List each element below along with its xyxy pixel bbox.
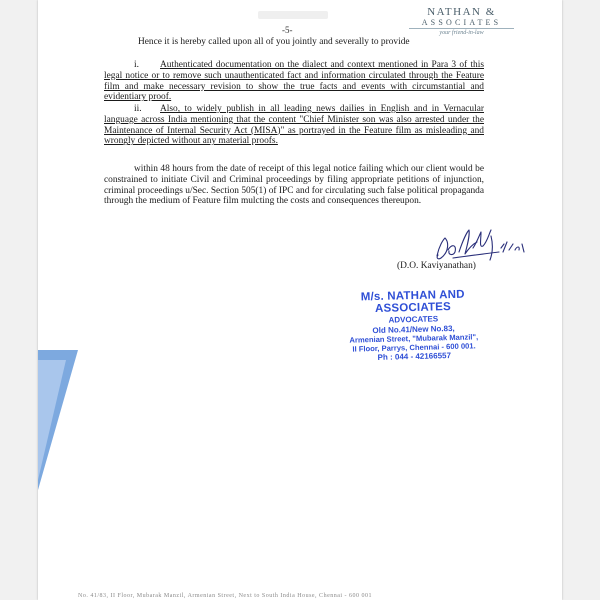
page-number: -5- <box>282 25 293 35</box>
stamp-address-1: Old No.41/New No.83, <box>372 323 455 336</box>
stamp-address-3: II Floor, Parrys, Chennai - 600 001. <box>352 341 476 354</box>
list-item-number: i. <box>134 60 139 70</box>
firm-logo-name: NATHAN & <box>427 6 496 18</box>
list-item <box>104 60 484 103</box>
stamp-phone: Ph : 044 - 42166557 <box>377 351 452 362</box>
list-item <box>104 104 484 147</box>
firm-logo-associates: ASSOCIATES <box>421 18 502 27</box>
page-footer: No. 41/83, II Floor, Mubarak Manzil, Armenian Street, Next to South India House, Chennai - 600 001 <box>78 593 373 599</box>
list-item-number: ii. <box>134 104 142 114</box>
faint-header-mark <box>258 11 328 19</box>
decorative-stripe-soft <box>38 360 66 480</box>
firm-logo <box>409 6 514 36</box>
intro-line: Hence it is hereby called upon all of you jointly and severally to provide <box>138 37 410 47</box>
stamp-firm-name: M/s. NATHAN AND ASSOCIATES <box>360 288 465 315</box>
list-item-text: Also, to widely publish in all leading news dailies in English and in Vernacular language across India mentioning that the content "Chief Minister son was also arrested under the Maintenance of Internal Security Act (MISA)" as portrayed in the Feature film as misleading and wrongly depicted without any material proofs. <box>104 104 484 147</box>
list-item-text: Authenticated documentation on the dialect and context mentioned in Para 3 of this legal notice or to remove such unauthenticated fact and information circulated through the Feature film and make necessary revision to show the true facts and events with circumstantial and evidentiary proof. <box>104 60 484 103</box>
firm-logo-tagline: your friend-in-law <box>409 28 514 36</box>
signatory-name: (D.O. Kaviyanathan) <box>397 261 476 271</box>
document-page <box>38 0 562 600</box>
body-paragraph: within 48 hours from the date of receipt of this legal notice failing which our client would be constrained to initiate Civil and Criminal proceedings by filing appropriate petitions of injunction, criminal proceedings u/Sec. Section 505(1) of IPC and for circulating such false political propaganda through the medium of Feature film mulcting the costs and consequences thereupon. <box>104 164 484 207</box>
firm-stamp <box>325 288 502 364</box>
stamp-address-2: Armenian Street, "Mubarak Manzil", <box>349 332 479 345</box>
stamp-advocates: ADVOCATES <box>388 314 439 325</box>
